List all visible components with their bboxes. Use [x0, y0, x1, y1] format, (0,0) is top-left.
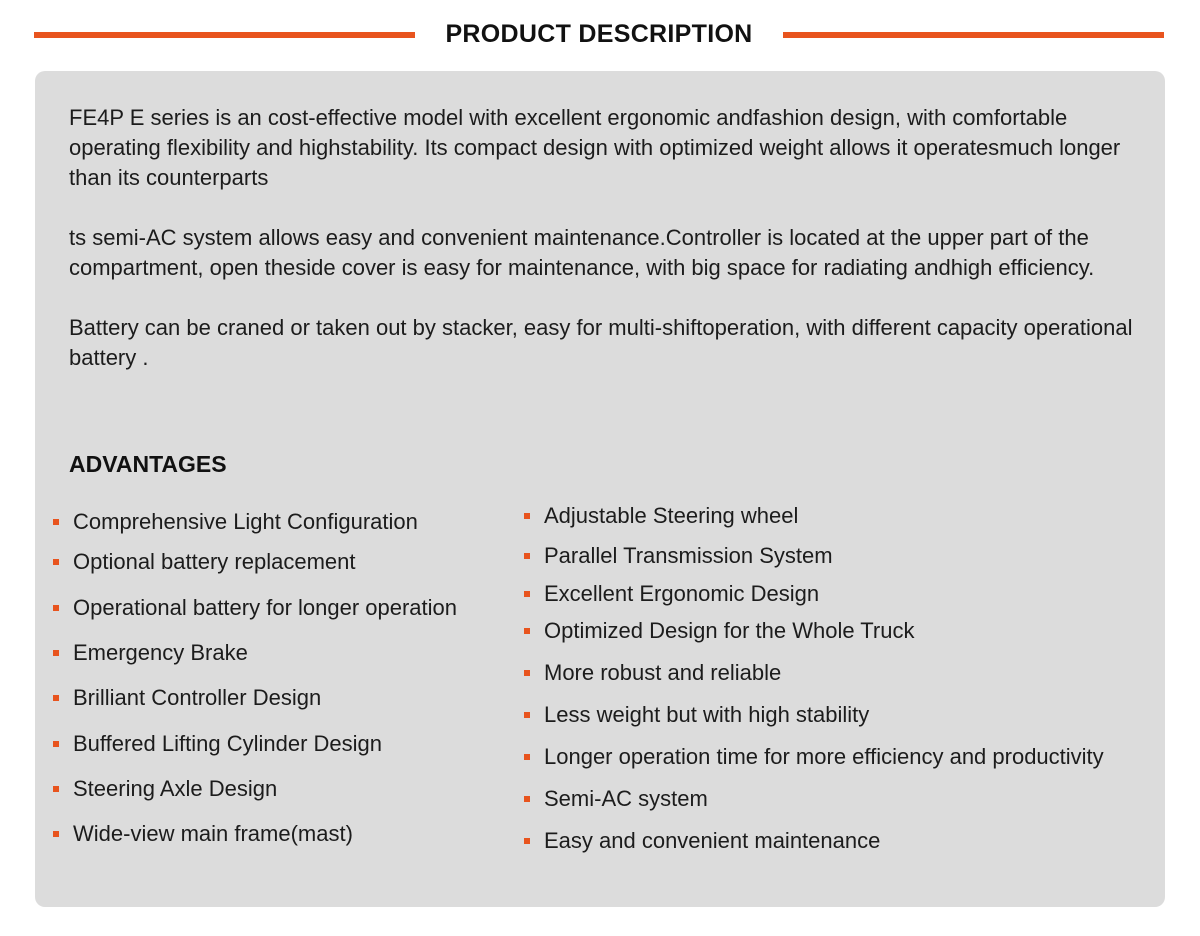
square-bullet-icon — [524, 754, 530, 760]
square-bullet-icon — [53, 559, 59, 565]
square-bullet-icon — [53, 741, 59, 747]
square-bullet-icon — [524, 796, 530, 802]
square-bullet-icon — [524, 513, 530, 519]
product-description — [69, 103, 1139, 403]
square-bullet-icon — [53, 786, 59, 792]
list-item-label: Easy and convenient maintenance — [544, 828, 881, 853]
square-bullet-icon — [524, 591, 530, 597]
description-paragraph: FE4P E series is an cost-effective model with excellent ergonomic andfashion design, with comfortable operating flexibility and highstability. Its compact design with optimized weight allows it operatesmuch longer than its counterparts — [69, 105, 1121, 190]
header-divider-right — [783, 32, 1164, 38]
list-item-label: Semi-AC system — [544, 786, 708, 811]
list-item-label: Longer operation time for more efficiency and productivity — [544, 744, 1104, 769]
square-bullet-icon — [53, 605, 59, 611]
square-bullet-icon — [53, 519, 59, 525]
section-header — [0, 0, 1200, 70]
description-panel — [35, 71, 1165, 907]
list-item-label: Steering Axle Design — [73, 776, 278, 801]
list-item-label: Buffered Lifting Cylinder Design — [73, 731, 382, 756]
list-item-label: Brilliant Controller Design — [73, 685, 322, 710]
square-bullet-icon — [524, 553, 530, 559]
description-paragraph: Battery can be craned or taken out by stacker, easy for multi-shiftoperation, with different capacity operational battery . — [69, 315, 1133, 370]
list-item-label: Parallel Transmission System — [544, 543, 833, 568]
description-paragraph: ts semi-AC system allows easy and convenient maintenance.Controller is located at the upper part of the compartment, open theside cover is easy for maintenance, with big space for radiating andhigh efficiency. — [69, 225, 1095, 280]
square-bullet-icon — [524, 628, 530, 634]
square-bullet-icon — [53, 650, 59, 656]
list-item-label: Optional battery replacement — [73, 549, 356, 574]
list-item-label: Optimized Design for the Whole Truck — [544, 618, 915, 643]
list-item-label: Excellent Ergonomic Design — [544, 581, 820, 606]
list-item-label: More robust and reliable — [544, 660, 782, 685]
square-bullet-icon — [53, 831, 59, 837]
list-item-label: Wide-view main frame(mast) — [73, 821, 353, 846]
list-item-label: Comprehensive Light Configuration — [73, 509, 418, 534]
list-item-label: Adjustable Steering wheel — [544, 503, 799, 528]
list-item-label: Emergency Brake — [73, 640, 248, 665]
square-bullet-icon — [524, 670, 530, 676]
list-item-label: Less weight but with high stability — [544, 702, 870, 727]
list-item-label: Operational battery for longer operation — [73, 595, 458, 620]
square-bullet-icon — [53, 695, 59, 701]
section-title: PRODUCT DESCRIPTION — [445, 20, 753, 48]
header-divider-left — [34, 32, 415, 38]
square-bullet-icon — [524, 838, 530, 844]
square-bullet-icon — [524, 712, 530, 718]
advantages-heading: ADVANTAGES — [69, 451, 227, 477]
